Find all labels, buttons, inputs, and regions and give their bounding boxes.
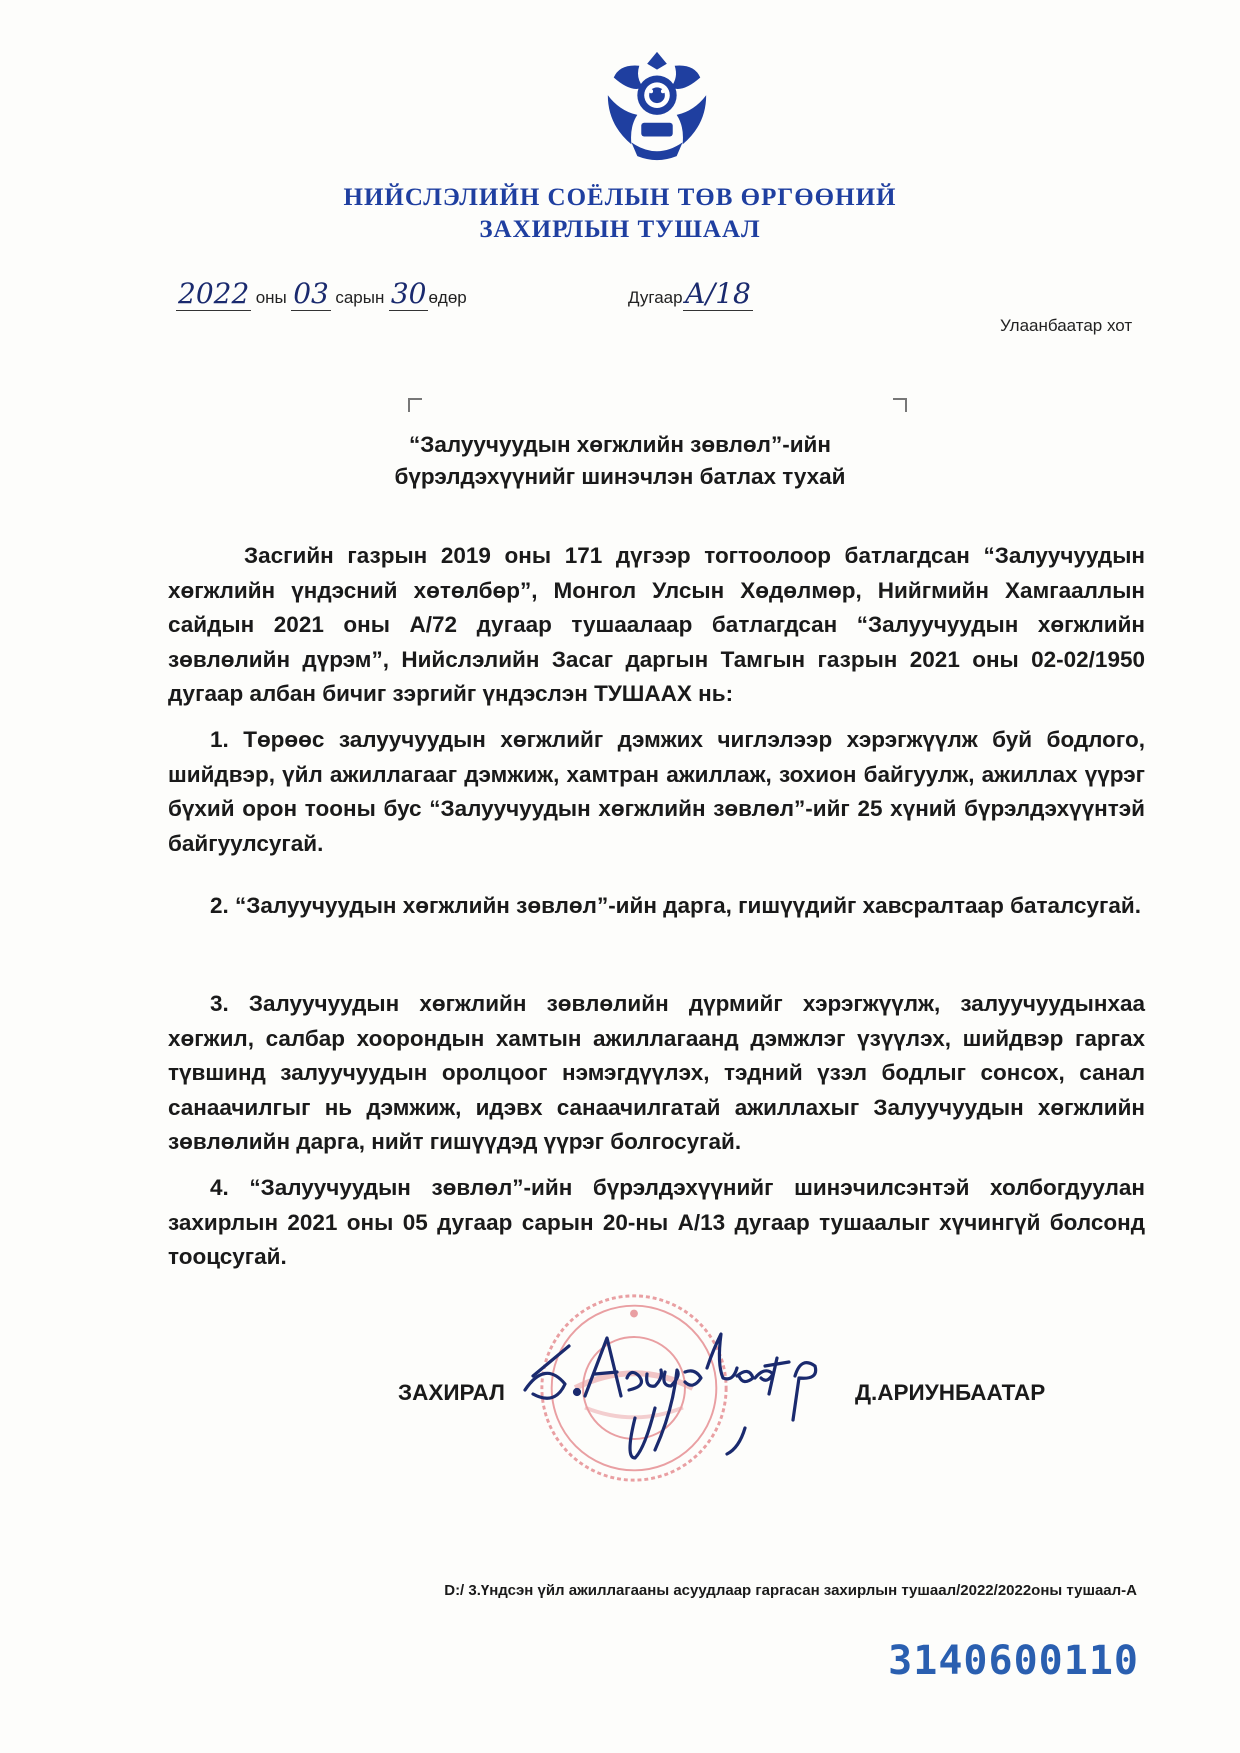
- intro-text: Засгийн газрын 2019 оны 171 дүгээр тогтоолоор батлагдсан “Залуучуудын хөгжлийн үндэсний хөтөлбөр”, Монгол Улсын Хөдөлмөр, Нийгмийн Хамгааллын сайдын 2021 оны А/72 дугаар тушаалаар батлагдсан “Залуучуудын хөгжлийн зөвлөлийн дүрэм”, Нийслэлийн Засаг даргын Тамгын газрын 2021 оны 02-02/1950 дугаар албан бичиг зэргийг үндэслэн ТУШААХ нь:: [168, 543, 1145, 706]
- state-emblem-icon: [598, 48, 716, 166]
- document-number: 3140600110: [888, 1638, 1139, 1684]
- order-item: [168, 723, 1145, 861]
- org-title-line1: НИЙСЛЭЛИЙН СОЁЛЫН ТӨВ ӨРГӨӨНИЙ: [343, 184, 897, 211]
- order-item-text: 1. Төрөөс залуучуудын хөгжлийг дэмжих чиглэлээр хэрэгжүүлж буй бодлого, шийдвэр, үйл ажиллагааг дэмжиж, хамтран ажиллаж, зохион байгуулж, ажиллах үүрэг бүхий орон тооны бус “Залуучуудын хөгжлийн зөвлөл”-ийг 25 хүний бүрэлдэхүүнтэй байгуулсугай.: [168, 727, 1145, 856]
- order-item-text: 3. Залуучуудын хөгжлийн зөвлөлийн дүрмийг хэрэгжүүлж, залуучуудынхаа хөгжил, салбар хоорондын хамтын ажиллагаанд дэмжлэг үзүүлэх, шийдвэр гаргах түвшинд залуучуудын оролцоог нэмэгдүүлэх, тэдний үзэл бодлыг сонсох, санал санаачилгыг нь дэмжиж, идэвх санаачилгатай ажиллахыг Залуучуудын хөгжлийн зөвлөлийн дарга, нийт гишүүдэд үүрэг болгосугай.: [168, 991, 1145, 1154]
- date-row: [176, 277, 467, 310]
- order-number-row: [628, 277, 753, 310]
- date-year: 2022: [178, 277, 250, 310]
- subject-corner-right: [893, 398, 907, 412]
- order-item: [168, 889, 1145, 924]
- date-month: 03: [293, 277, 329, 310]
- city-label: Улаанбаатар хот: [1000, 316, 1133, 335]
- date-day: 30: [390, 277, 427, 310]
- order-item: [168, 987, 1145, 1160]
- subject-line1: “Залуучуудын хөгжлийн зөвлөл”-ийн: [409, 432, 831, 457]
- signatory-title: ЗАХИРАЛ: [398, 1380, 505, 1405]
- date-year-suffix: оны: [255, 288, 287, 307]
- order-number: А/18: [684, 277, 751, 310]
- subject-corner-left: [408, 398, 422, 412]
- org-title-line2: ЗАХИРЛЫН ТУШААЛ: [479, 216, 761, 243]
- date-day-suffix: өдөр: [428, 288, 467, 307]
- intro-paragraph: [168, 539, 1145, 712]
- subject-line2: бүрэлдэхүүнийг шинэчлэн батлах тухай: [394, 464, 846, 489]
- signer-name: Д.АРИУНБААТАР: [855, 1380, 1046, 1405]
- order-item: [168, 1171, 1145, 1275]
- date-month-suffix: сарын: [335, 288, 385, 307]
- order-item-text: 4. “Залуучуудын зөвлөл”-ийн бүрэлдэхүүнийг шинэчилсэнтэй холбогдуулан захирлын 2021 оны 05 дугаар сарын 20-ны А/13 дугаар тушаалыг хүчингүй болсонд тооцсугай.: [168, 1175, 1145, 1269]
- file-path: D:/ 3.Үндсэн үйл ажиллагааны асуудлаар гаргасан захирлын тушаал/2022/2022оны тушаал-А: [444, 1582, 1137, 1599]
- signature-icon: [515, 1318, 845, 1468]
- order-item-text: 2. “Залуучуудын хөгжлийн зөвлөл”-ийн дарга, гишүүдийг хавсралтаар баталсугай.: [210, 893, 1142, 918]
- order-number-label: Дугаар: [628, 288, 683, 307]
